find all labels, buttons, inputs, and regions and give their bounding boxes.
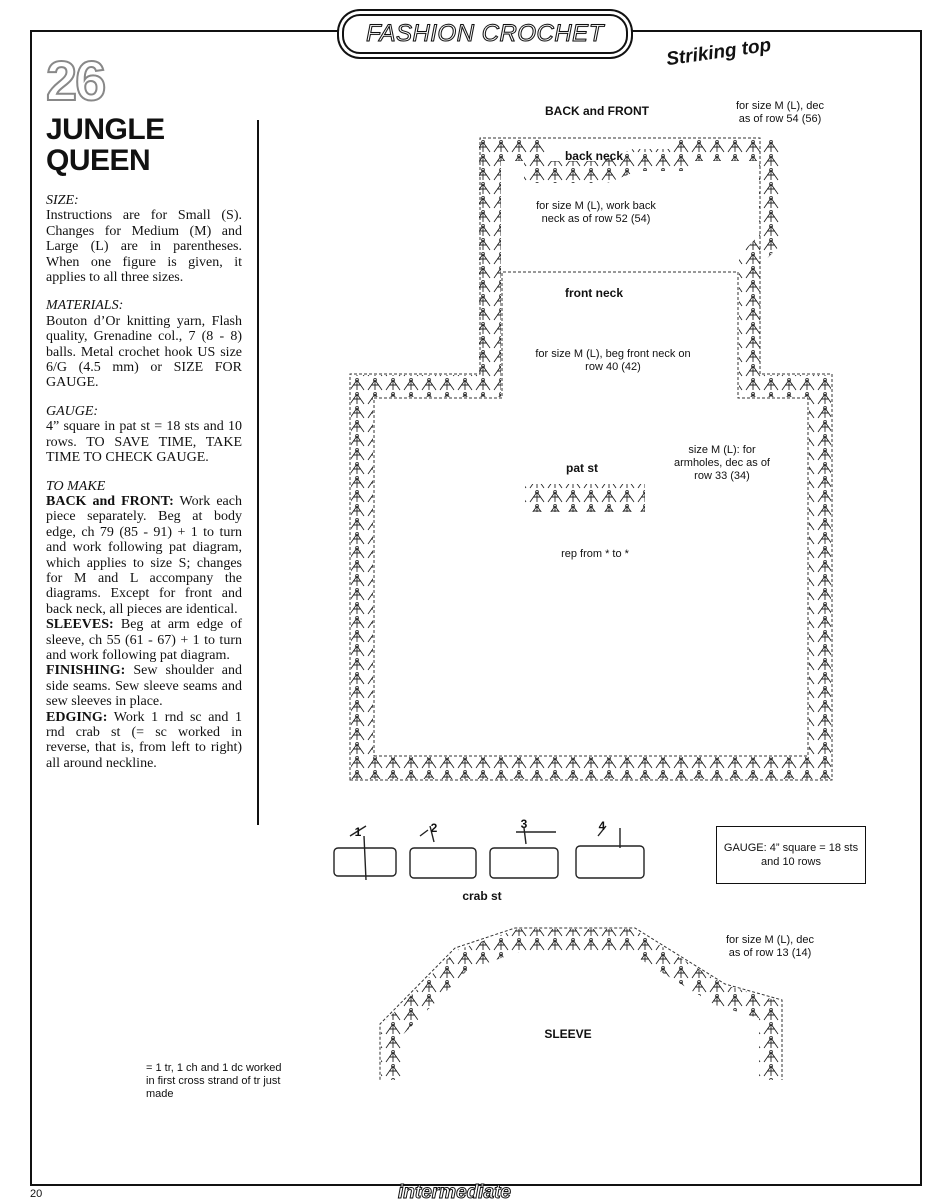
instructions	[46, 193, 242, 771]
edging-text: Work 1 rnd sc and 1 rnd crab st (= sc worked in reverse, that is, from left to right) all around neckline.	[46, 709, 242, 771]
label-crab-st: crab st	[462, 889, 502, 903]
sleeves-label: SLEEVES:	[46, 617, 114, 633]
finishing-paragraph	[46, 663, 242, 709]
materials-heading: MATERIALS:	[46, 298, 124, 314]
column-divider	[257, 120, 259, 825]
note-sleeve-dec: for size M (L), dec as of row 13 (14)	[725, 934, 815, 959]
magazine-banner: FASHION CROCHET	[342, 14, 628, 54]
back-front-label: BACK and FRONT:	[46, 493, 174, 509]
sleeves-text: Beg at arm edge of sleeve, ch 55 (61 - 67) + 1 to turn and work following pat diagram.	[46, 617, 242, 663]
crab-step-4: 4	[598, 819, 606, 833]
pattern-number: 26	[46, 49, 105, 112]
note-back-neck: for size M (L), work back neck as of row 52 (54)	[536, 200, 656, 225]
label-sleeve: SLEEVE	[544, 1027, 592, 1041]
crab-st-drawings	[334, 826, 644, 880]
level-footer: intermediate	[398, 1182, 511, 1203]
gauge-heading: GAUGE:	[46, 403, 99, 419]
finishing-label: FINISHING:	[46, 663, 126, 679]
back-front-paragraph	[46, 494, 242, 617]
label-pat-st: pat st	[565, 461, 598, 475]
materials-text: Bouton d’Or knitting yarn, Flash quality, Grenadine col., 7 (8 - 8) balls. Metal crochet hook US size 6/G (4.5 mm) or SIZE FOR GAUGE.	[46, 313, 242, 391]
label-back-front: BACK and FRONT	[545, 104, 649, 118]
legend-text: = 1 tr, 1 ch and 1 dc worked in first cross strand of tr just made	[146, 1062, 282, 1100]
label-front-neck: front neck	[564, 286, 623, 300]
title-line-2: QUEEN	[46, 144, 151, 177]
crab-step-1: 1	[354, 825, 362, 839]
title-line-1: JUNGLE	[46, 113, 165, 146]
pattern-title	[46, 114, 165, 176]
crab-step-2: 2	[430, 821, 438, 835]
note-dec-row-54: for size M (L), dec as of row 54 (56)	[735, 100, 825, 125]
finishing-text: Sew shoulder and side seams. Sew sleeve seams and sew sleeves in place.	[46, 663, 242, 710]
gauge-text: 4” square in pat st = 18 sts and 10 rows. TO SAVE TIME, TAKE TIME TO CHECK GAUGE.	[46, 419, 242, 466]
label-back-neck: back neck	[564, 149, 624, 163]
tomake-heading: TO MAKE	[46, 478, 106, 494]
subtitle: Striking top	[664, 34, 773, 71]
page-number: 20	[30, 1188, 43, 1200]
size-heading: SIZE:	[46, 193, 79, 208]
edging-label: EDGING:	[46, 709, 108, 725]
note-armholes: size M (L): for armholes, dec as of row 33 (34)	[674, 444, 770, 482]
back-front-text: Work each piece separately. Beg at body edge, ch 79 (85 - 91) + 1 to turn and work following pat diagram, which applies to size S; changes for M and L accompany the diagrams. Except for front and back neck, all pieces are identical.	[46, 493, 242, 617]
sleeves-paragraph	[46, 617, 242, 663]
label-rep: rep from * to *	[561, 548, 629, 560]
gauge-box: GAUGE: 4” square = 18 sts and 10 rows	[716, 826, 866, 884]
note-front-neck: for size M (L), beg front neck on row 40 (42)	[535, 348, 691, 373]
edging-paragraph	[46, 710, 242, 772]
size-text: Instructions are for Small (S). Changes for Medium (M) and Large (L) are in parentheses. When one figure is given, it applies to all three sizes.	[46, 208, 242, 286]
sleeve-outline	[392, 940, 770, 1080]
crab-step-3: 3	[520, 817, 528, 831]
